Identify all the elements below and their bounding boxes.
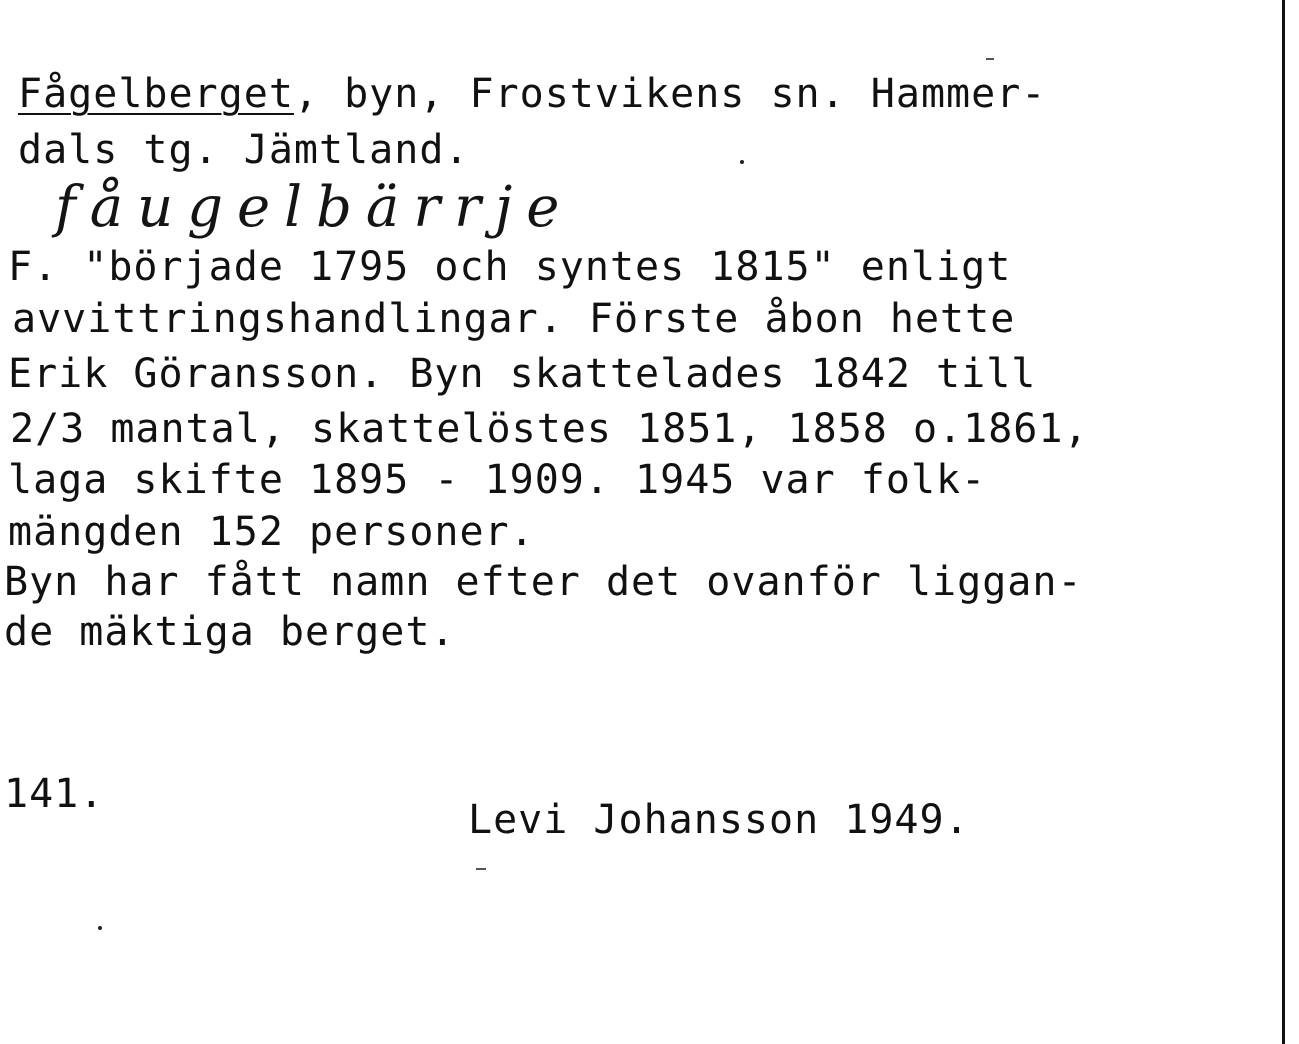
ink-speck <box>98 926 102 930</box>
heading-rest: , byn, Frostvikens sn. Hammer- <box>293 71 1047 117</box>
body-line-2: avvittringshandlingar. Förste åbon hette <box>12 296 1016 342</box>
body-line-3: Erik Göransson. Byn skattelades 1842 till <box>8 351 1037 397</box>
location-line: dals tg. Jämtland. <box>18 127 470 173</box>
ink-mark <box>476 868 486 870</box>
place-name: Fågelberget <box>18 71 294 117</box>
body-line-5: laga skifte 1895 - 1909. 1945 var folk- <box>8 457 987 503</box>
card-right-edge <box>1282 0 1285 1044</box>
body-line-6: mängden 152 personer. <box>8 509 535 555</box>
ink-speck <box>740 160 744 164</box>
body-line-4: 2/3 mantal, skattelöstes 1851, 1858 o.1861, <box>10 406 1089 452</box>
card-number: 141. <box>4 771 105 817</box>
author-signature: Levi Johansson 1949. <box>468 797 970 843</box>
body-line-1: F. "började 1795 och syntes 1815" enligt <box>8 244 1012 290</box>
heading-line <box>18 72 1046 116</box>
body-line-7: Byn har fått namn efter det ovanför liggan- <box>4 559 1083 605</box>
phonetic-transcription: fåugelbärrje <box>55 175 574 240</box>
ink-mark <box>986 58 994 60</box>
body-line-8: de mäktiga berget. <box>4 609 456 655</box>
